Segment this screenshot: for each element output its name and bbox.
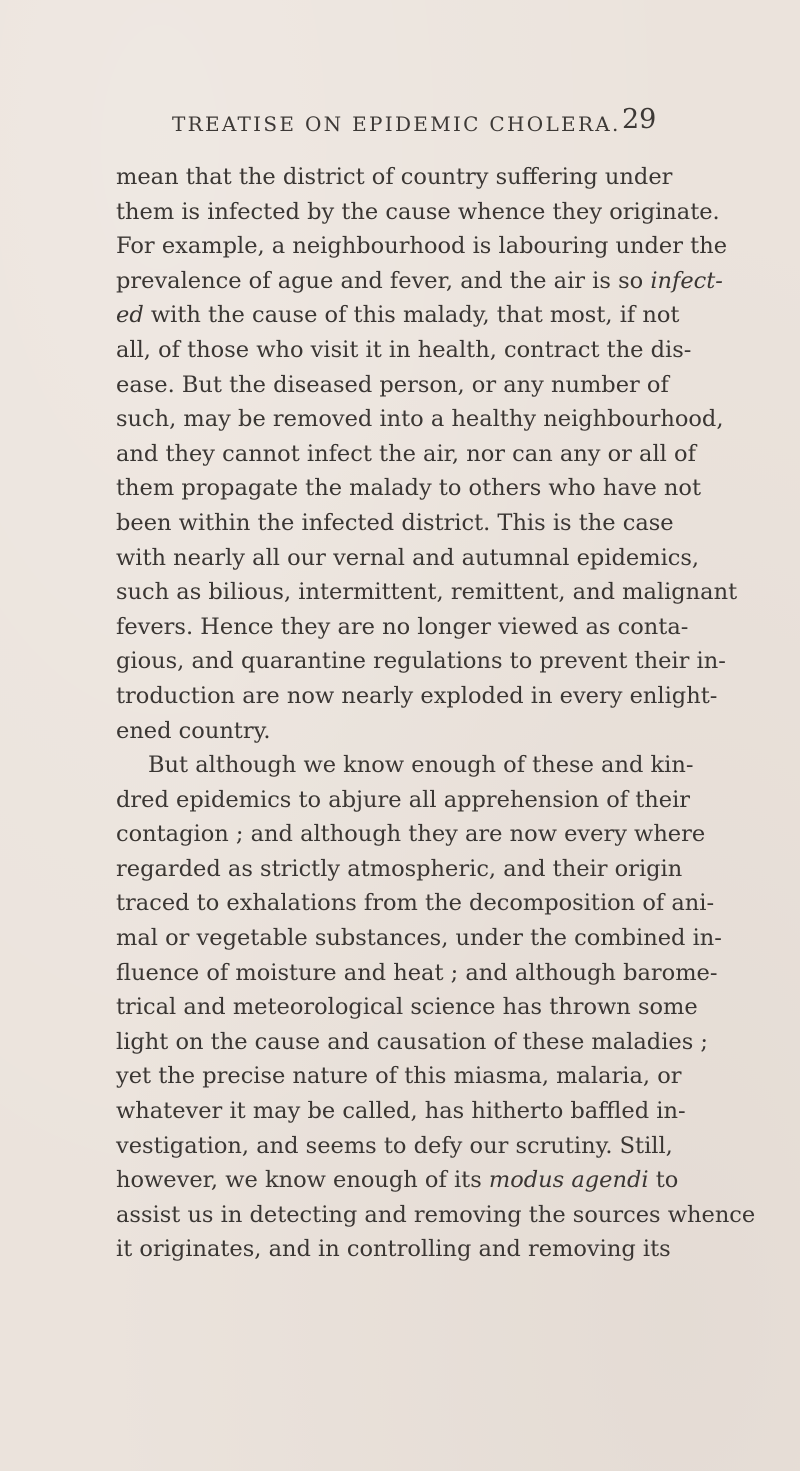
text-line: and they cannot infect the air, nor can any or all of bbox=[116, 440, 696, 467]
text-line: ened country. bbox=[116, 717, 271, 744]
text-line: dred epidemics to abjure all apprehension of their bbox=[116, 786, 691, 813]
text-line: But although we know enough of these and kin- bbox=[148, 752, 694, 779]
text-line: such, may be removed into a healthy neighbourhood, bbox=[116, 406, 724, 433]
text-line: whatever it may be called, has hitherto baffled in- bbox=[116, 1098, 686, 1125]
text-line: all, of those who visit it in health, contract the dis- bbox=[116, 336, 692, 363]
body-text bbox=[116, 160, 756, 1267]
text-line: gious, and quarantine regulations to prevent their in- bbox=[116, 648, 726, 675]
text-line: mal or vegetable substances, under the combined in- bbox=[116, 925, 722, 952]
text-line: vestigation, and seems to defy our scrutiny. Still, bbox=[116, 1132, 673, 1159]
text-line: them is infected by the cause whence they originate. bbox=[116, 198, 720, 225]
text-line bbox=[116, 264, 723, 299]
text-line: traced to exhalations from the decomposition of ani- bbox=[116, 890, 715, 917]
text-fragment: prevalence of ague and fever, and the air is so bbox=[116, 267, 651, 294]
text-line: trical and meteorological science has thrown some bbox=[116, 994, 698, 1021]
text-line: it originates, and in controlling and removing its bbox=[116, 1236, 671, 1263]
text-line: assist us in detecting and removing the sources whence bbox=[116, 1201, 756, 1228]
text-line: ease. But the diseased person, or any number of bbox=[116, 371, 669, 398]
text-line: mean that the district of country suffering under bbox=[116, 164, 673, 190]
italic-fragment: ed bbox=[116, 302, 144, 329]
text-line: them propagate the malady to others who have not bbox=[116, 475, 702, 502]
text-line bbox=[116, 1163, 679, 1198]
text-line bbox=[116, 298, 680, 333]
text-line: fluence of moisture and heat ; and although barome- bbox=[116, 959, 718, 986]
italic-fragment: infect- bbox=[650, 267, 723, 294]
text-line: regarded as strictly atmospheric, and their origin bbox=[116, 855, 683, 882]
text-line: light on the cause and causation of these maladies ; bbox=[116, 1028, 708, 1055]
text-line: troduction are now nearly exploded in every enlight- bbox=[116, 682, 718, 709]
running-head: TREATISE ON EPIDEMIC CHOLERA. bbox=[172, 112, 621, 136]
text-line: For example, a neighbourhood is labouring under the bbox=[116, 233, 728, 260]
text-fragment: with the cause of this malady, that most, if not bbox=[143, 302, 680, 329]
page-number: 29 bbox=[622, 104, 657, 135]
text-line: yet the precise nature of this miasma, malaria, or bbox=[116, 1063, 682, 1090]
text-line: contagion ; and although they are now every where bbox=[116, 821, 706, 848]
italic-fragment: modus agendi bbox=[488, 1167, 649, 1194]
text-fragment: however, we know enough of its bbox=[116, 1167, 489, 1194]
text-line: such as bilious, intermittent, remittent, and malignant bbox=[116, 579, 738, 606]
text-line: with nearly all our vernal and autumnal epidemics, bbox=[116, 544, 700, 571]
text-line: fevers. Hence they are no longer viewed as conta- bbox=[116, 613, 689, 640]
text-fragment: to bbox=[648, 1167, 679, 1194]
text-line: been within the infected district. This is the case bbox=[116, 509, 674, 536]
